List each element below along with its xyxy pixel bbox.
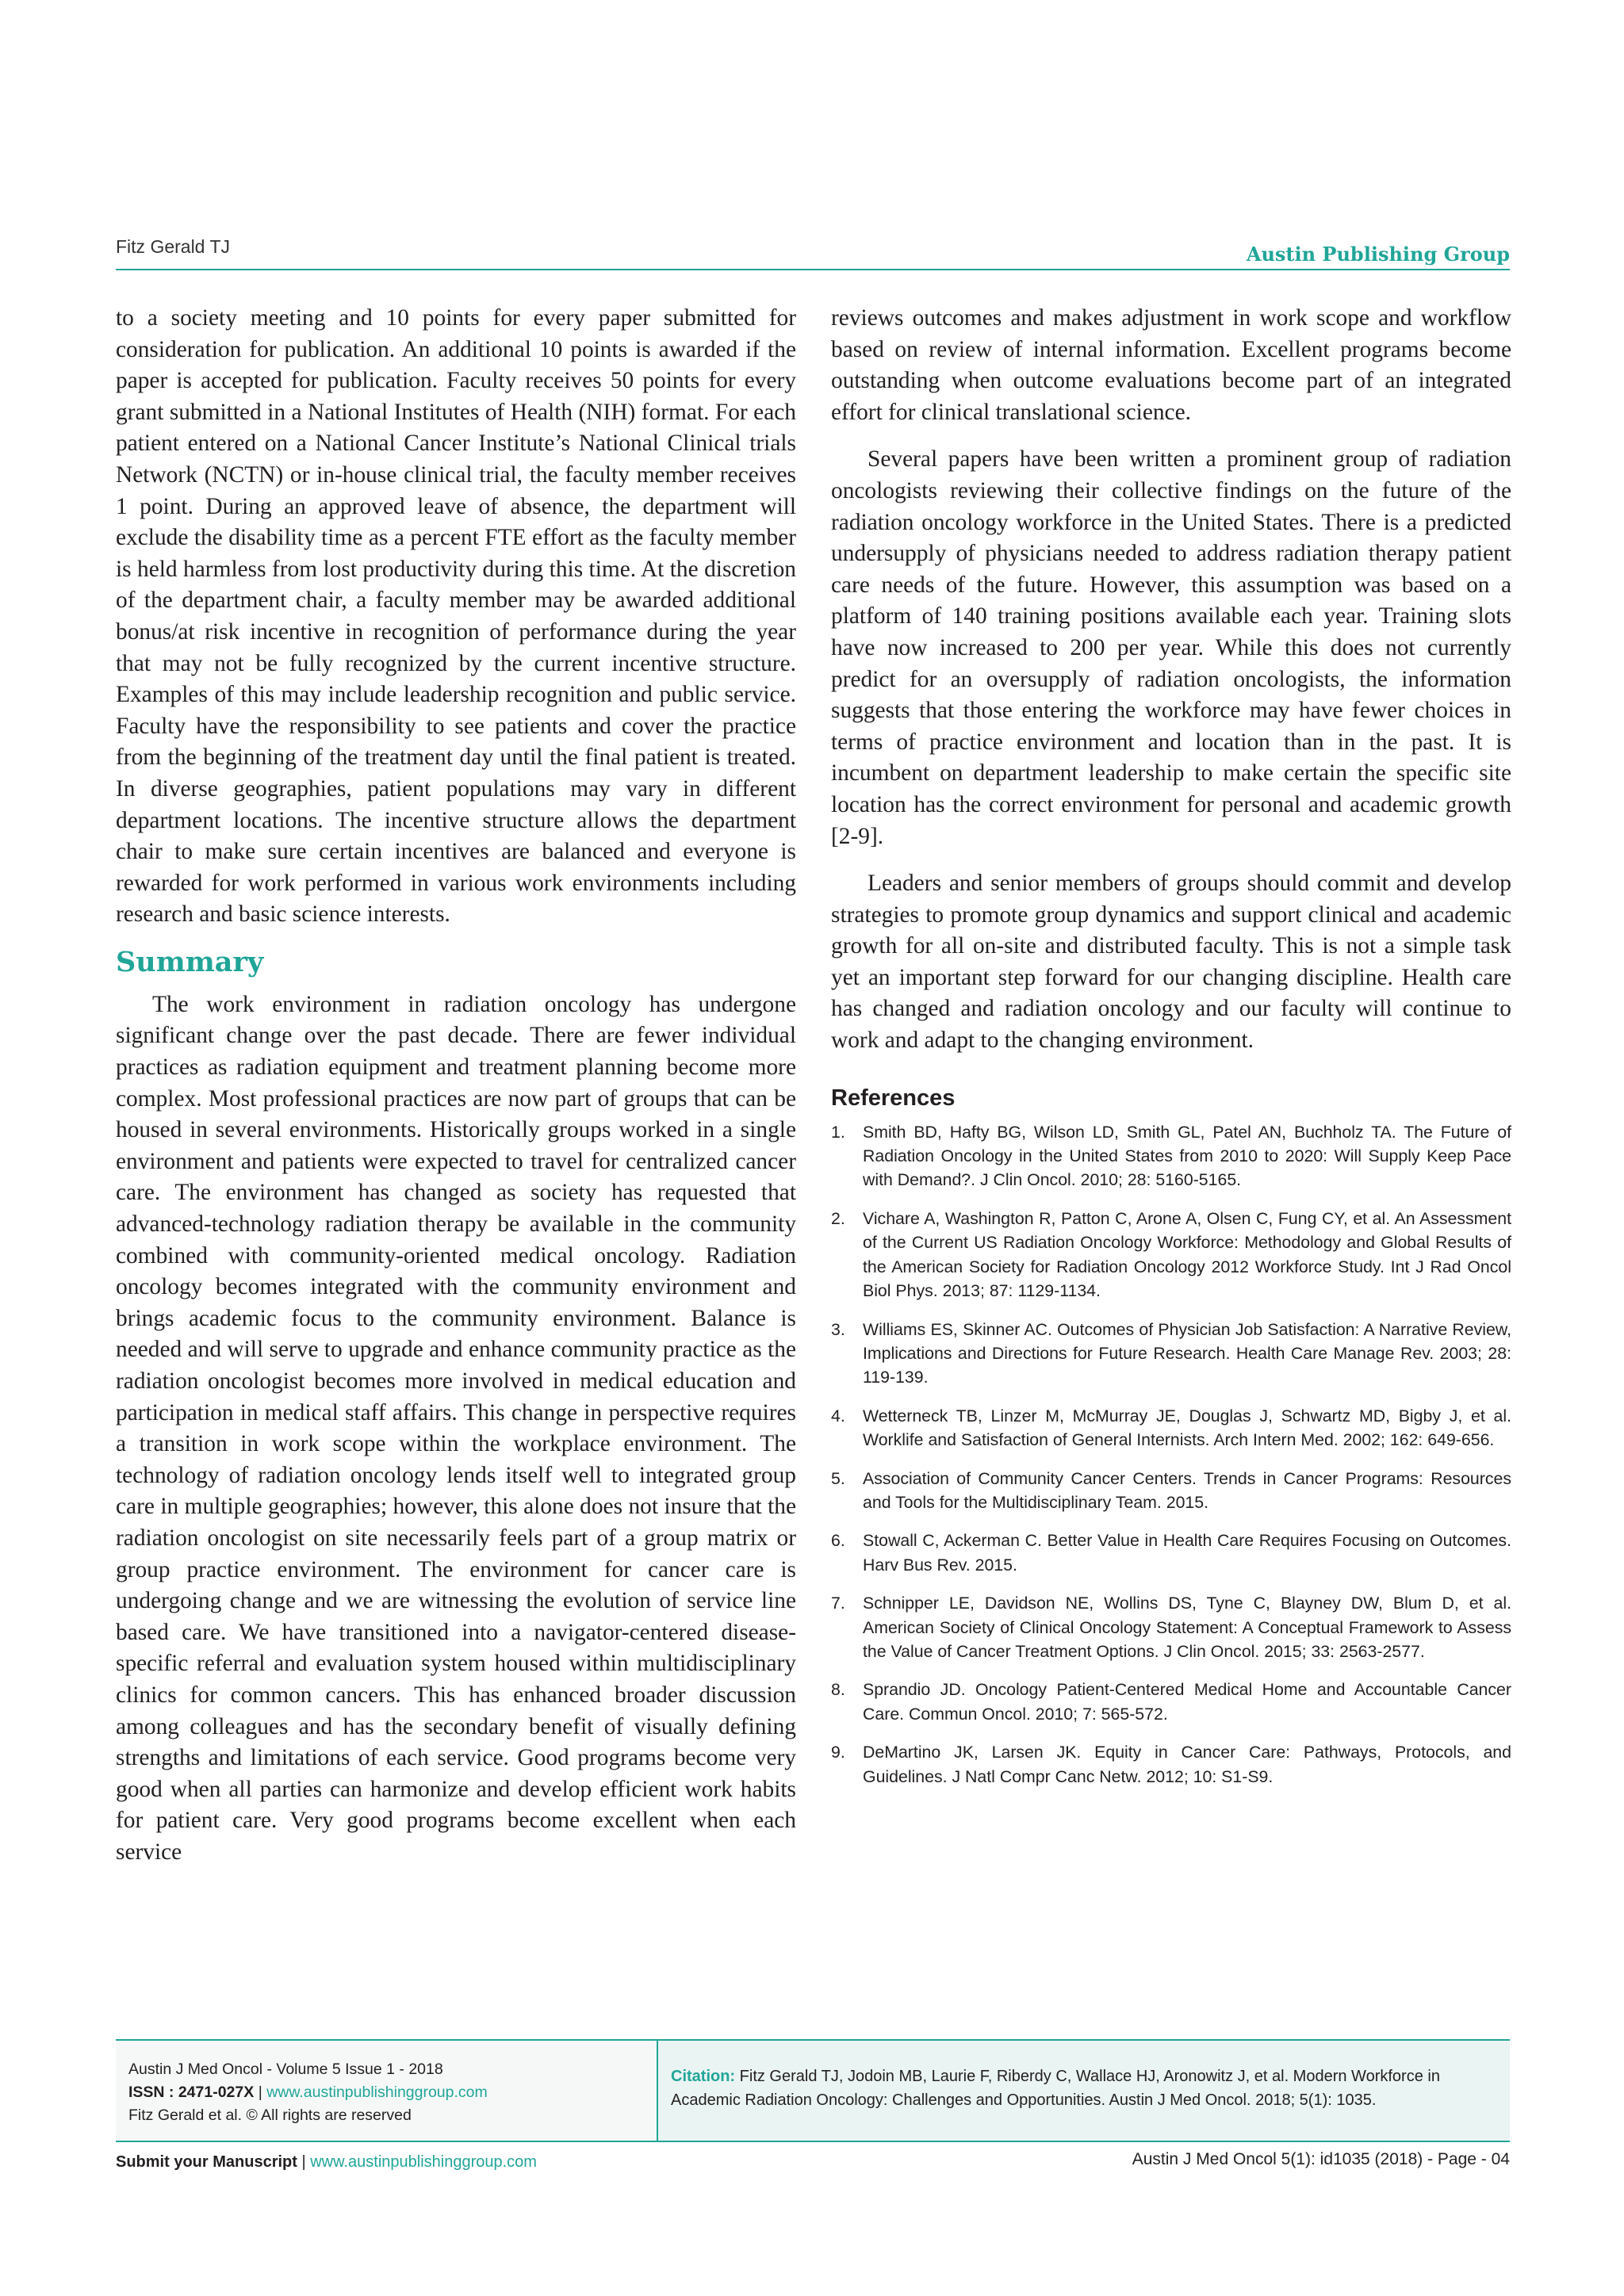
reference-text: Williams ES, Skinner AC. Outcomes of Physician Job Satisfaction: A Narrative Review, Implications and Directions for Future Research. Health Care Manage Rev. 2003; 28: 119-139.: [863, 1319, 1511, 1387]
journal-volume-line: Austin J Med Oncol - Volume 5 Issue 1 - 2018: [128, 2061, 443, 2078]
reference-item: [831, 1207, 1511, 1303]
journal-info: [116, 2041, 658, 2141]
submit-label: Submit your Manuscript: [116, 2153, 297, 2171]
separator: |: [258, 2084, 262, 2101]
website-link[interactable]: www.austinpublishinggroup.com: [266, 2084, 488, 2101]
reference-text: Sprandio JD. Oncology Patient-Centered Medical Home and Accountable Cancer Care. Commun Oncol. 2010; 7: 565-572.: [863, 1680, 1511, 1724]
citation-box: [658, 2041, 1510, 2141]
reference-number: 9.: [831, 1743, 845, 1762]
copyright-line: Fitz Gerald et al. © All rights are reserved: [128, 2107, 412, 2124]
reference-text: Wetterneck TB, Linzer M, McMurray JE, Douglas J, Schwartz MD, Bigby J, et al. Worklife and Satisfaction of General Internists. Arch Intern Med. 2002; 162: 649-656.: [863, 1406, 1511, 1450]
summary-heading: Summary: [116, 945, 264, 978]
reference-item: [831, 1591, 1511, 1663]
reference-number: 6.: [831, 1531, 845, 1551]
issn: ISSN : 2471-027X: [128, 2084, 255, 2101]
submit-manuscript: [116, 2153, 537, 2172]
reference-text: Association of Community Cancer Centers. Trends in Cancer Programs: Resources and Tools for the Multidisciplinary Team. 2015.: [863, 1468, 1511, 1512]
reference-item: [831, 1120, 1511, 1192]
citation-text: Fitz Gerald TJ, Jodoin MB, Laurie F, Riberdy C, Wallace HJ, Aronowitz J, et al. Modern Workforce in Academic Radiation Oncology: Challenges and Opportunities. Austin J Med Oncol. 2018; 5(1): 1035.: [671, 2068, 1440, 2109]
reference-number: 5.: [831, 1468, 845, 1488]
left-column: [116, 303, 796, 1869]
reference-text: Vichare A, Washington R, Patton C, Arone A, Olsen C, Fung CY, et al. An Assessment of the Current US Radiation Oncology Workforce: Methodology and Global Results of the American Society for Radiation Oncology 2012 Workforce Study. Int J Rad Oncol Biol Phys. 2013; 87: 1129-1134.: [863, 1208, 1511, 1301]
reference-number: 1.: [831, 1122, 845, 1142]
references-heading: References: [831, 1085, 956, 1111]
body-paragraph: Several papers have been written a prominent group of radiation oncologists reviewing their collective findings on the future of the radiation oncology workforce in the United States. There is a predicted undersupply of physicians needed to address radiation therapy patient care needs of the future. However, this assumption was based on a platform of 140 training positions available each year. Training slots have now increased to 200 per year. While this does not currently predict for an oversupply of radiation oncologists, the information suggests that those entering the workforce may have fewer choices in terms of practice environment and location than in the past. It is incumbent on department leadership to make certain the specific site location has the correct environment for personal and academic growth [2-9].: [831, 446, 1511, 849]
reference-item: [831, 1740, 1511, 1789]
reference-text: Schnipper LE, Davidson NE, Wollins DS, Tyne C, Blayney DW, Blum D, et al. American Society of Clinical Oncology Statement: A Conceptual Framework to Assess the Value of Cancer Treatment Options. J Clin Oncol. 2015; 33: 2563-2577.: [863, 1594, 1511, 1661]
submit-link[interactable]: www.austinpublishinggroup.com: [310, 2153, 537, 2171]
reference-item: [831, 1467, 1511, 1515]
reference-item: [831, 1678, 1511, 1726]
reference-number: 8.: [831, 1680, 845, 1700]
page-info: Austin J Med Oncol 5(1): id1035 (2018) - Page - 04: [1132, 2150, 1510, 2168]
issn-line: [128, 2081, 657, 2104]
references-list: [831, 1120, 1511, 1789]
reference-item: [831, 1529, 1511, 1577]
reference-number: 4.: [831, 1406, 845, 1425]
reference-item: [831, 1404, 1511, 1452]
publisher-name: Austin Publishing Group: [1246, 243, 1510, 266]
reference-text: Stowall C, Ackerman C. Better Value in Health Care Requires Focusing on Outcomes. Harv Bus Rev. 2015.: [863, 1531, 1511, 1575]
header-divider: [116, 269, 1510, 270]
body-paragraph: reviews outcomes and makes adjustment in work scope and workflow based on review of internal information. Excellent programs become outstanding when outcome evaluations become part of an integrated effort for clinical translational science.: [831, 305, 1511, 425]
summary-paragraph: The work environment in radiation oncology has undergone significant change over the past decade. There are fewer individual practices as radiation equipment and treatment planning become more complex. Most professional practices are now part of groups that can be housed in several environments. Historically groups worked in a single environment and patients were expected to travel for centralized cancer care. The environment has changed as society has requested that advanced-technology radiation therapy be available in the community combined with community-oriented medical oncology. Radiation oncology becomes integrated with the community environment and brings academic focus to the community environment. Balance is needed and will serve to upgrade and enhance community practice as the radiation oncologist becomes more involved in medical education and participation in medical staff affairs. This change in perspective requires a transition in work scope within the workplace environment. The technology of radiation oncology lends itself well to integrated group care in multiple geographies; however, this alone does not insure that the radiation oncologist on site necessarily feels part of a group matrix or group practice environment. The environment for cancer care is undergoing change and we are witnessing the evolution of service line based care. We have transitioned into a navigator-centered disease-specific referral and evaluation system housed within multidisciplinary clinics for common cancers. This has enhanced broader discussion among colleagues and has the secondary benefit of visually defining strengths and limitations of each service. Good programs become very good when all parties can harmonize and develop efficient work habits for patient care. Very good programs become excellent when each service: [116, 991, 796, 1865]
reference-number: 3.: [831, 1319, 845, 1339]
separator: |: [301, 2153, 306, 2171]
reference-text: DeMartino JK, Larsen JK. Equity in Cancer Care: Pathways, Protocols, and Guidelines. J Natl Compr Canc Netw. 2012; 10: S1-S9.: [863, 1743, 1511, 1786]
reference-number: 7.: [831, 1594, 845, 1613]
running-head-author: Fitz Gerald TJ: [116, 236, 230, 257]
reference-item: [831, 1318, 1511, 1390]
body-paragraph: to a society meeting and 10 points for every paper submitted for consideration for publication. An additional 10 points is awarded if the paper is accepted for publication. Faculty receives 50 points for every grant submitted in a National Institutes of Health (NIH) format. For each patient entered on a National Cancer Institute’s National Clinical trials Network (NCTN) or in-house clinical trial, the faculty member receives 1 point. During an approved leave of absence, the department will exclude the disability time as a percent FTE effort as the faculty member is held harmless from lost productivity during this time. At the discretion of the department chair, a faculty member may be awarded additional bonus/at risk incentive in recognition of performance during the year that may not be fully recognized by the current incentive structure. Examples of this may include leadership recognition and public service. Faculty have the responsibility to see patients and cover the practice from the beginning of the treatment day until the final patient is treated. In diverse geographies, patient populations may vary in different department locations. The incentive structure allows the department chair to make sure certain incentives are balanced and everyone is rewarded for work performed in various work environments including research and basic science interests.: [116, 305, 796, 928]
reference-text: Smith BD, Hafty BG, Wilson LD, Smith GL, Patel AN, Buchholz TA. The Future of Radiation Oncology in the United States from 2010 to 2020: Will Supply Keep Pace with Demand?. J Clin Oncol. 2010; 28: 5160-5165.: [863, 1122, 1511, 1190]
reference-number: 2.: [831, 1208, 845, 1228]
right-column: [831, 303, 1511, 1803]
body-paragraph: Leaders and senior members of groups should commit and develop strategies to promote group dynamics and support clinical and academic growth for all on-site and distributed faculty. This is not a simple task yet an important step forward for our changing discipline. Health care has changed and radiation oncology and our faculty will continue to work and adapt to the changing environment.: [831, 871, 1511, 1054]
citation-label: Citation:: [671, 2068, 736, 2085]
footer-info-box: [116, 2039, 1510, 2142]
